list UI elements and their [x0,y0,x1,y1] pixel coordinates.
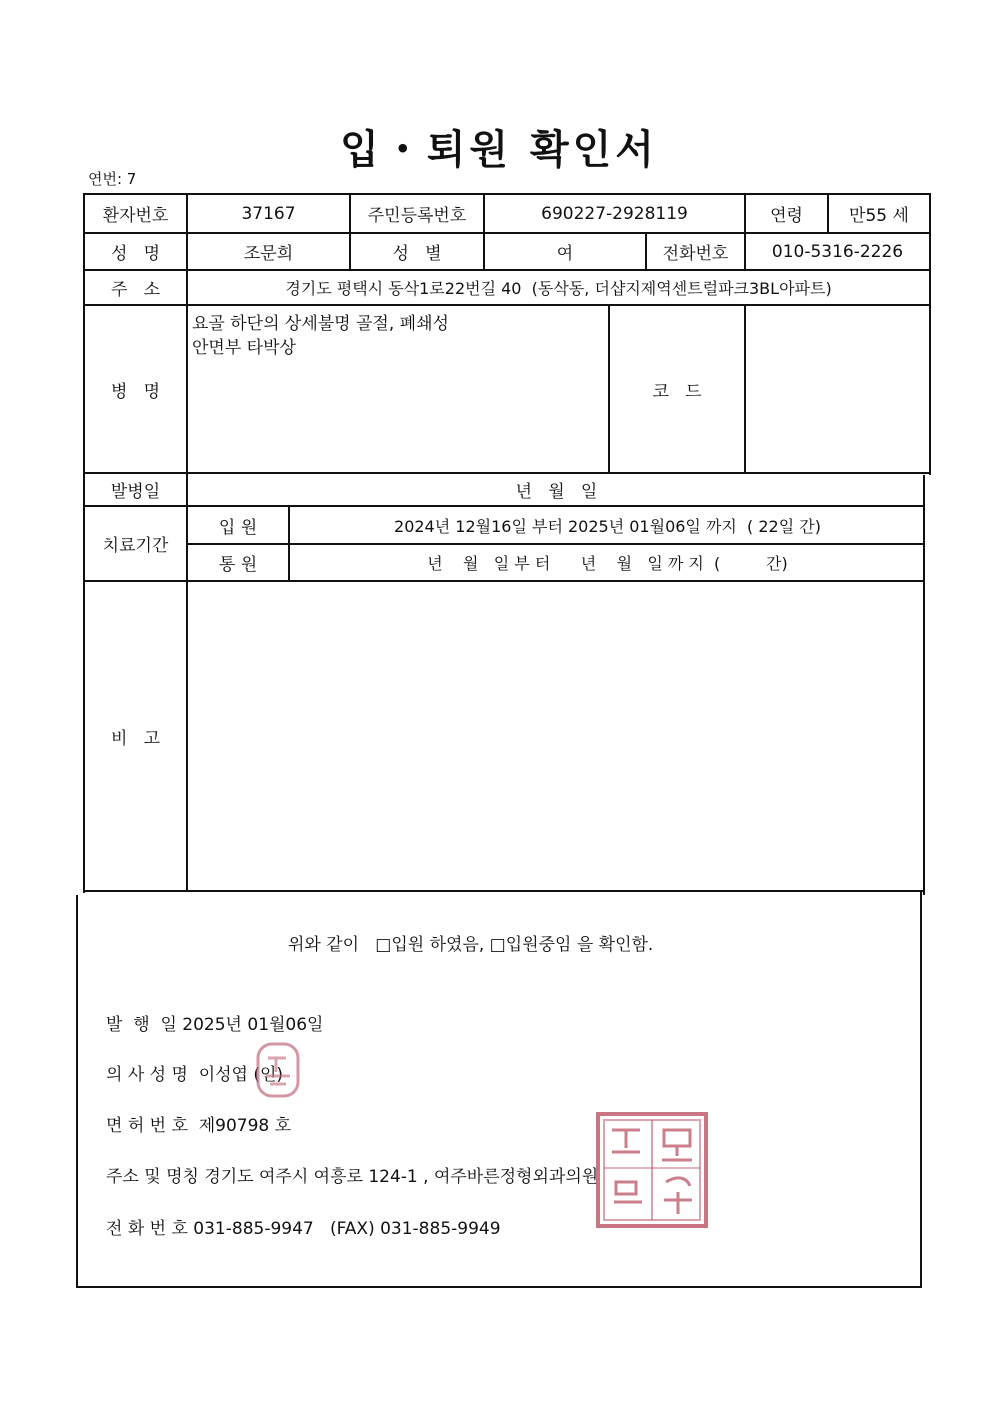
onset-value: 년 월 일 [515,482,598,502]
code-label: 코 드 [652,381,702,402]
name-label: 성 명 [110,244,161,264]
confirmation-statement: 위와 같이 □입원 하였음, □입원중임 을 확인함. [288,935,654,955]
issue-date: 발 행 일 2025년 01월06일 [106,1015,324,1035]
address-value: 경기도 평택시 동삭1로22번길 40 (동삭동, 더샵지제역센트럴파크3BL아파트) [285,279,832,298]
rrn-value: 690227-2928119 [541,203,688,224]
license-number: 면 허 번 호 제90798 호 [106,1116,292,1136]
inpatient-label: 입 원 [218,517,258,538]
remarks-label: 비 고 [110,728,161,749]
age-label: 연령 [770,206,803,226]
phone-value: 010-5316-2226 [771,241,904,262]
rrn-label: 주민등록번호 [367,206,467,226]
diagnosis-line-1: 요골 하단의 상세불명 골절, 폐쇄성 [192,314,449,334]
clinic-address: 주소 및 명칭 경기도 여주시 여흥로 124-1 , 여주바른정형외과의원 [106,1167,599,1187]
inpatient-value: 2024년 12월16일 부터 2025년 01월06일 까지 ( 22일 간) [394,516,821,536]
diagnosis-label: 병 명 [110,381,161,402]
patient-id-label: 환자번호 [102,206,169,226]
age-value: 만55 세 [849,206,909,226]
serial-number: 연번: 7 [88,170,137,188]
remarks-area [188,582,923,890]
treatment-label: 치료기간 [102,536,169,556]
name-value: 조문희 [243,244,294,264]
clinic-seal-icon [592,1108,712,1233]
doctor-seal-icon [254,1040,304,1100]
sex-label: 성 별 [392,244,442,264]
outpatient-value: 년 월 일 부 터 년 월 일 까 지 ( 간) [427,554,788,573]
onset-label: 발병일 [110,482,161,502]
outpatient-label: 통 원 [218,555,258,575]
clinic-phone: 전 화 번 호 031-885-9947 (FAX) 031-885-9949 [106,1219,501,1239]
doctor-name: 의 사 성 명 이성엽 (인) [106,1065,284,1085]
code-value [746,306,929,472]
patient-id-value: 37167 [241,203,296,224]
address-label: 주 소 [110,280,161,300]
sex-value: 여 [556,244,574,264]
document-title: 입・퇴원 확인서 [340,127,658,173]
diagnosis-text [188,306,608,472]
diagnosis-line-2: 안면부 타박상 [192,338,296,358]
phone-label: 전화번호 [662,244,729,264]
